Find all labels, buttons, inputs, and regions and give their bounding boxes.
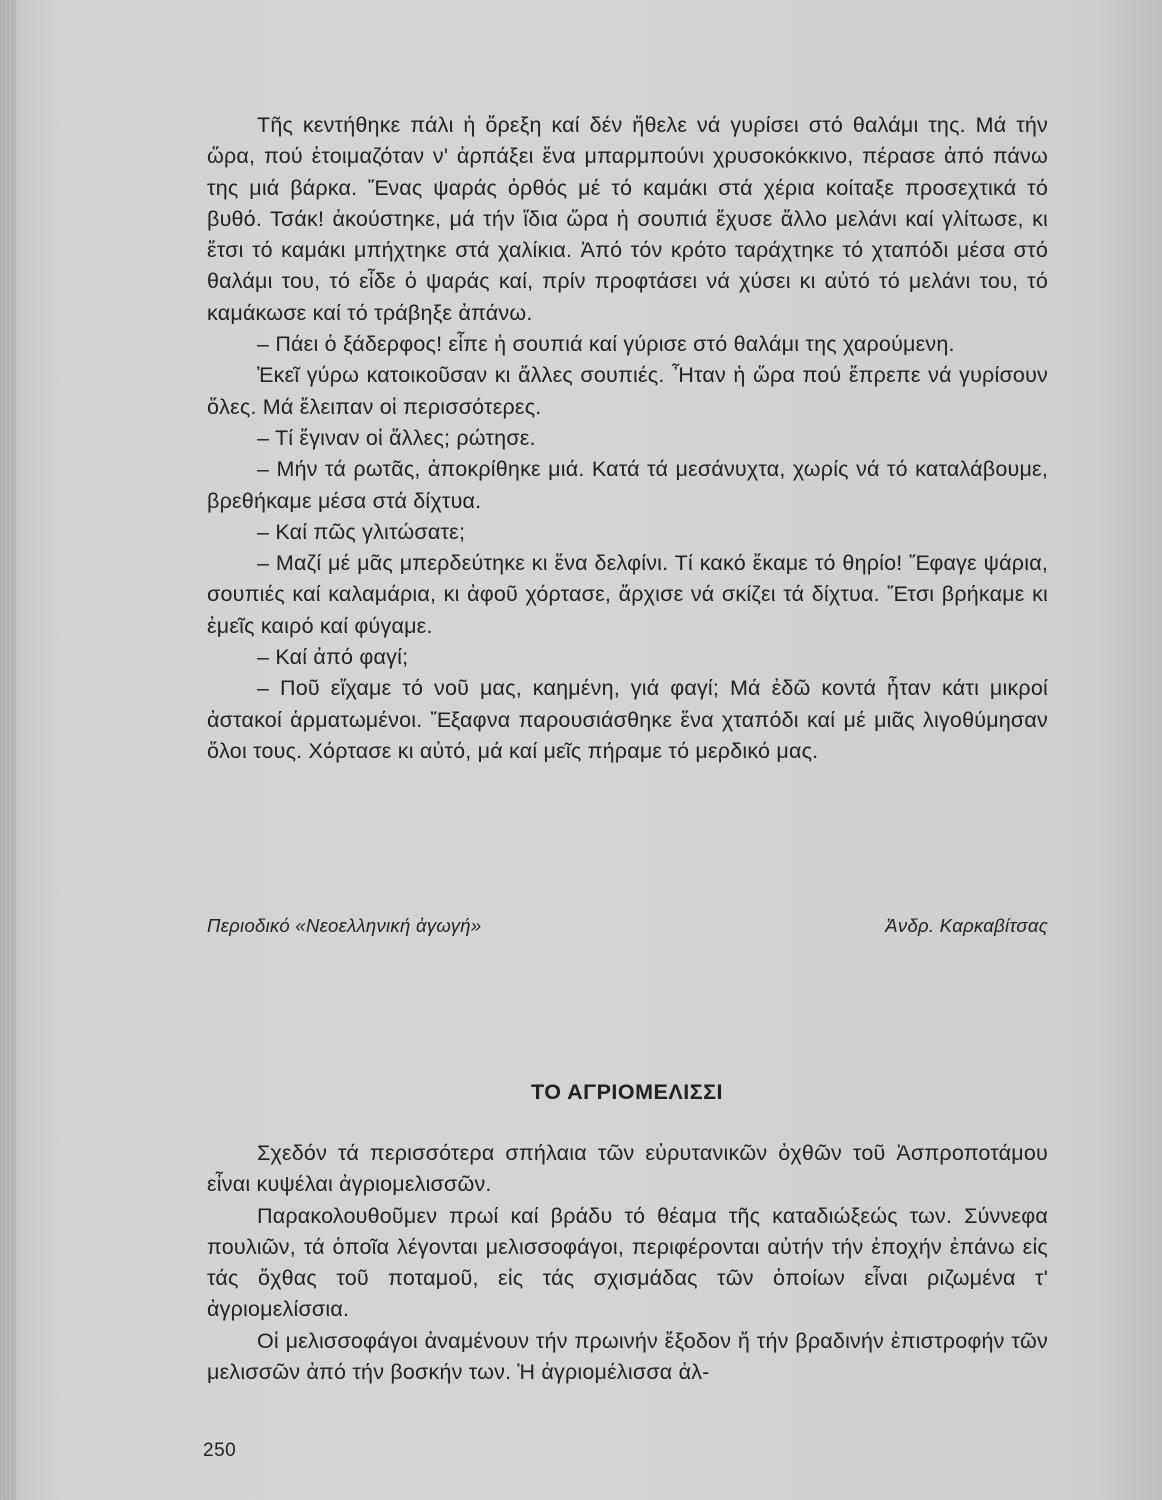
dialogue-line: – Μαζί μέ μᾶς μπερδεύτηκε κι ἕνα δελφίνι. Τί κακό ἔκαμε τό θηρίο! Ἔφαγε ψάρια, σουπιές καί καλαμάρια, κι ἀφοῦ χόρτασε, ἄρχισε νά σκίζει τά δίχτυα. Ἔτσι βρήκαμε κι ἐμεῖς καιρό καί φύγαμε. <box>207 551 1048 638</box>
page-binding-edge <box>0 0 16 1500</box>
dialogue-line: – Ποῦ εἴχαμε τό νοῦ μας, καημένη, γιά φαγί; Μά ἐδῶ κοντά ἦταν κάτι μικροί ἀστακοί ἁρματωμένοι. Ἔξαφνα παρουσιάσθηκε ἕνα χταπόδι καί μέ μιᾶς λιγοθύμησαν ὅλοι τους. Χόρτασε κι αὐτό, μά καί μεῖς πήραμε τό μερδικό μας. <box>207 676 1048 763</box>
story-paragraph: Τῆς κεντήθηκε πάλι ἡ ὄρεξη καί δέν ἤθελε νά γυρίσει στό θαλάμι της. Μά τήν ὥρα, πού ἑτοιμαζόταν ν' ἁρπάξει ἕνα μπαρμπούνι χρυσοκόκκινο, πέρασε ἀπό πάνω της μιά βάρκα. Ἕνας ψαράς ὀρθός μέ τό καμάκι στά χέρια κοίταξε προσεχτικά τό βυθό. Τσάκ! ἀκούστηκε, μά τήν ἴδια ὥρα ἡ σουπιά ἔχυσε ἄλλο μελάνι καί γλίτωσε, κι ἔτσι τό καμάκι μπήχτηκε στά χαλίκια. Ἀπό τόν κρότο ταράχτηκε τό χταπόδι μέσα στό θαλάμι του, τό εἶδε ὁ ψαράς καί, πρίν προφτάσει νά χύσει κι αὐτό τό μελάνι του, τό καμάκωσε καί τό τράβηξε ἀπάνω. <box>207 113 1048 325</box>
citation-source: Περιοδικό «Νεοελληνική ἀγωγή» <box>207 915 482 936</box>
page-number: 250 <box>203 1440 237 1461</box>
article-paragraph: Σχεδόν τά περισσότερα σπήλαια τῶν εὐρυτανικῶν ὀχθῶν τοῦ Ἀσπροποτάμου εἶναι κυψέλαι ἀγριομελισσῶν. <box>207 1141 1048 1197</box>
dialogue-line: – Μήν τά ρωτᾶς, ἀποκρίθηκε μιά. Κατά τά μεσάνυχτα, χωρίς νά τό καταλάβουμε, βρεθήκαμε μέσα στά δίχτυα. <box>207 457 1048 513</box>
story-paragraph: Ἐκεῖ γύρω κατοικοῦσαν κι ἄλλες σουπιές. Ἦταν ἡ ὥρα πού ἔπρεπε νά γυρίσουν ὅλες. Μά ἔλειπαν οἱ περισσότερες. <box>207 363 1048 419</box>
article-paragraph: Οἱ μελισσοφάγοι ἀναμένουν τήν πρωινήν ἔξοδον ἤ τήν βραδινήν ἐπιστροφήν τῶν μελισσῶν ἀπό τήν βοσκήν των. Ἡ ἀγριομέλισσα ἀλ- <box>207 1328 1048 1385</box>
citation-author: Ἀνδρ. Καρκαβίτσας <box>885 915 1048 936</box>
dialogue-line: – Καί ἀπό φαγί; <box>257 645 409 670</box>
dialogue-line: – Καί πῶς γλιτώσατε; <box>257 519 466 544</box>
section-title: ΤΟ ΑΓΡΙΟΜΕΛΙΣΣΙ <box>531 1080 723 1104</box>
article-paragraph: Παρακολουθοῦμεν πρωί καί βράδυ τό θέαμα τῆς καταδιώξεώς των. Σύννεφα πουλιῶν, τά ὁποῖα λέγονται μελισσοφάγοι, περιφέρονται αὐτήν τήν ἐποχήν ἐπάνω εἰς τάς ὄχθας τοῦ ποταμοῦ, εἰς τάς σχισμάδας τῶν ὁποίων εἶναι ριζωμένα τ' ἀγριομελίσσια. <box>207 1203 1048 1322</box>
story-text <box>207 110 1048 767</box>
dialogue-line: – Τί ἔγιναν οἱ ἄλλες; ρώτησε. <box>257 425 536 450</box>
citation <box>207 915 1048 937</box>
dialogue-line: – Πάει ὁ ξάδερφος! εἶπε ἡ σουπιά καί γύρισε στό θαλάμι της χαρούμενη. <box>257 332 955 357</box>
article-text <box>207 1138 1048 1388</box>
